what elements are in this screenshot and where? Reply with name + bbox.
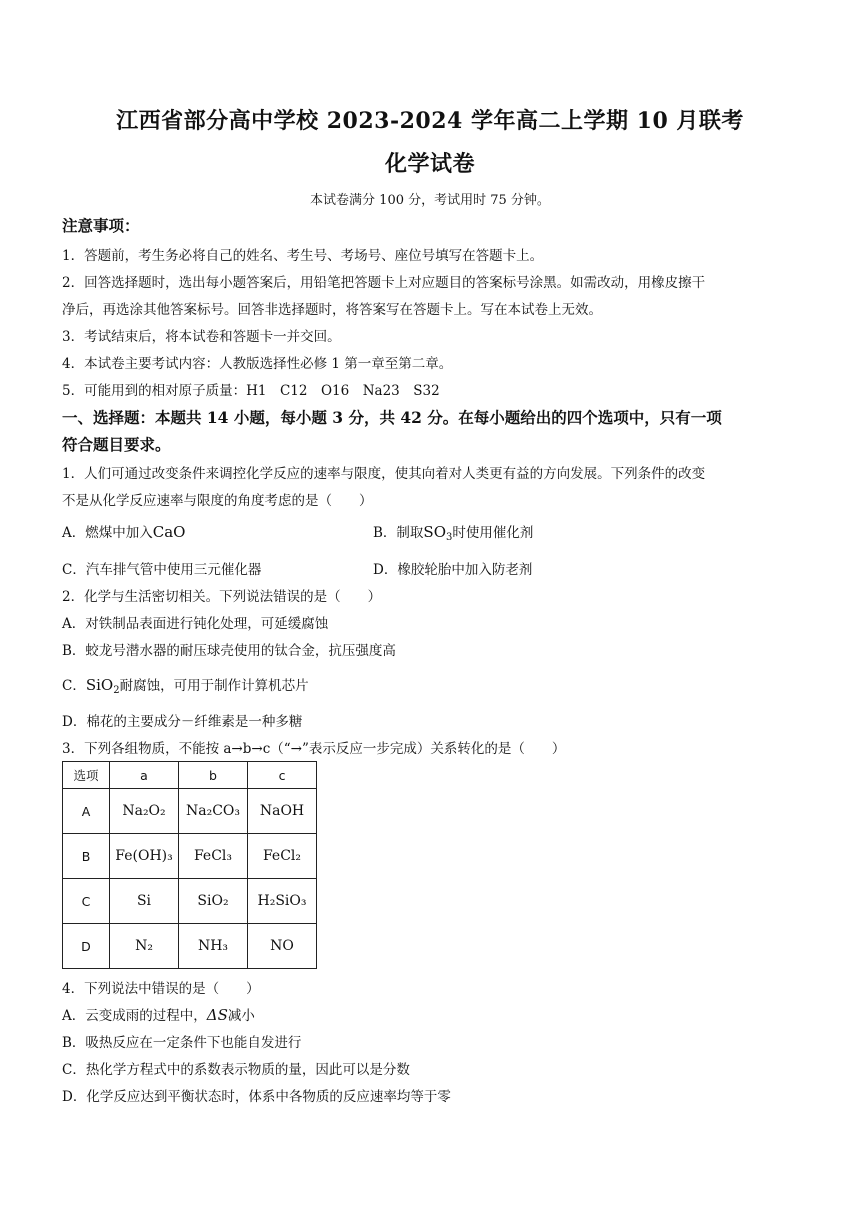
table-cell-option: C bbox=[63, 879, 110, 924]
formula-subscript: 3 bbox=[446, 532, 453, 543]
question-3-table bbox=[62, 761, 317, 969]
chemical-formula: CaO bbox=[152, 523, 186, 541]
table-cell: Na₂O₂ bbox=[110, 789, 179, 834]
question-1-option-d: D．橡胶轮胎中加入防老剂 bbox=[373, 562, 533, 578]
question-4-option-c: C．热化学方程式中的系数表示物质的量，因此可以是分数 bbox=[62, 1062, 410, 1078]
table-cell-option: A bbox=[63, 789, 110, 834]
option-text: A．燃煤中加入 bbox=[62, 525, 153, 541]
table-cell: SiO₂ bbox=[179, 879, 248, 924]
notice-item: 1．答题前，考生务必将自己的姓名、考生号、考场号、座位号填写在答题卡上。 bbox=[62, 248, 544, 264]
notice-item: 净后，再选涂其他答案标号。回答非选择题时，将答案写在答题卡上。写在本试卷上无效。 bbox=[62, 302, 602, 318]
table-cell: Na₂CO₃ bbox=[179, 789, 248, 834]
formula-subscript: 2 bbox=[113, 685, 120, 696]
table-cell: N₂ bbox=[110, 924, 179, 969]
option-text: C． bbox=[62, 678, 86, 694]
question-2-stem: 2．化学与生活密切相关。下列说法错误的是（ ） bbox=[62, 589, 382, 605]
table-header-row bbox=[63, 762, 317, 789]
option-text: B．制取 bbox=[373, 525, 424, 541]
option-text: A．云变成雨的过程中， bbox=[62, 1008, 207, 1024]
exam-info: 本试卷满分 100 分，考试用时 75 分钟。 bbox=[310, 193, 550, 208]
table-cell: H₂SiO₃ bbox=[248, 879, 317, 924]
chemical-formula: SiO bbox=[85, 676, 114, 694]
table-row bbox=[63, 789, 317, 834]
table-cell: NaOH bbox=[248, 789, 317, 834]
entropy-symbol: ΔS bbox=[206, 1006, 228, 1024]
question-1-option-c: C．汽车排气管中使用三元催化器 bbox=[62, 562, 262, 578]
question-1-option-b bbox=[373, 521, 533, 543]
table-row bbox=[63, 879, 317, 924]
question-4-option-a bbox=[62, 1004, 255, 1024]
question-2-option-b: B．蛟龙号潜水器的耐压球壳使用的钛合金，抗压强度高 bbox=[62, 643, 396, 659]
question-1-option-a bbox=[62, 521, 185, 541]
table-header-cell: c bbox=[248, 762, 317, 789]
notice-item: 5．可能用到的相对原子质量：H1 C12 O16 Na23 S32 bbox=[62, 383, 440, 399]
table-cell: FeCl₃ bbox=[179, 834, 248, 879]
table-header-cell: a bbox=[110, 762, 179, 789]
table-cell-option: D bbox=[63, 924, 110, 969]
table-cell: Si bbox=[110, 879, 179, 924]
section-heading: 一、选择题：本题共 14 小题，每小题 3 分，共 42 分。在每小题给出的四个选项中，只有一项 bbox=[62, 408, 722, 427]
notice-item: 2．回答选择题时，选出每小题答案后，用铅笔把答题卡上对应题目的答案标号涂黑。如需改动，用橡皮擦干 bbox=[62, 275, 706, 291]
question-2-option-d: D．棉花的主要成分－纤维素是一种多糖 bbox=[62, 714, 303, 730]
question-4-option-b: B．吸热反应在一定条件下也能自发进行 bbox=[62, 1035, 302, 1051]
question-2-option-c bbox=[62, 674, 309, 696]
section-heading: 符合题目要求。 bbox=[62, 435, 171, 454]
table-header-cell: b bbox=[179, 762, 248, 789]
notice-item: 4．本试卷主要考试内容：人教版选择性必修 1 第一章至第二章。 bbox=[62, 356, 453, 372]
table-row bbox=[63, 834, 317, 879]
exam-title: 江西省部分高中学校 2023-2024 学年高二上学期 10 月联考 bbox=[116, 108, 744, 134]
option-text: 减小 bbox=[227, 1008, 255, 1024]
exam-subject: 化学试卷 bbox=[384, 151, 475, 177]
question-1-stem: 不是从化学反应速率与限度的角度考虑的是（ ） bbox=[62, 493, 373, 509]
table-cell: NH₃ bbox=[179, 924, 248, 969]
option-text: 耐腐蚀，可用于制作计算机芯片 bbox=[119, 678, 309, 694]
question-2-option-a: A．对铁制品表面进行钝化处理，可延缓腐蚀 bbox=[62, 616, 329, 632]
table-row bbox=[63, 924, 317, 969]
table-cell: NO bbox=[248, 924, 317, 969]
chemical-formula: SO bbox=[423, 523, 446, 541]
table-cell-option: B bbox=[63, 834, 110, 879]
option-text: 时使用催化剂 bbox=[452, 525, 534, 541]
table-header-cell: 选项 bbox=[63, 762, 110, 789]
question-3-stem: 3．下列各组物质，不能按 a→b→c（“→”表示反应一步完成）关系转化的是（ ） bbox=[62, 741, 566, 757]
table-cell: FeCl₂ bbox=[248, 834, 317, 879]
notice-item: 3．考试结束后，将本试卷和答题卡一并交回。 bbox=[62, 329, 341, 345]
question-4-option-d: D．化学反应达到平衡状态时，体系中各物质的反应速率均等于零 bbox=[62, 1089, 451, 1105]
notice-heading: 注意事项： bbox=[62, 216, 140, 235]
question-1-stem: 1．人们可通过改变条件来调控化学反应的速率与限度，使其向着对人类更有益的方向发展。下列条件的改变 bbox=[62, 466, 706, 482]
question-4-stem: 4．下列说法中错误的是（ ） bbox=[62, 981, 260, 997]
table-cell: Fe(OH)₃ bbox=[110, 834, 179, 879]
